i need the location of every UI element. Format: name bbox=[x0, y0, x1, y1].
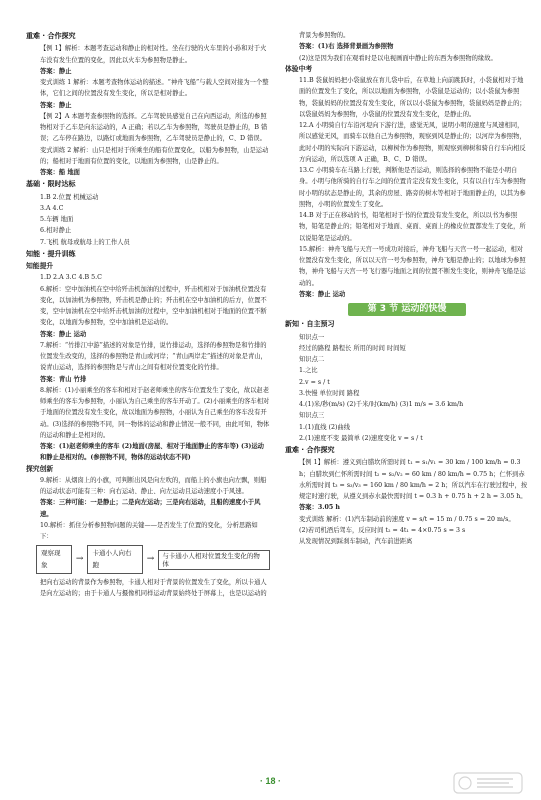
left-column bbox=[26, 30, 270, 599]
paragraph: 11.B 袋鼠妈妈把小袋鼠放在育儿袋中后，在草地上向前跳跃时，小袋鼠相对于地面的位置发生了变化，所以以地面为参照物，小袋鼠是运动的；以小袋鼠为参照物，袋鼠妈妈的位置没有发生变化，所以以小袋鼠为参照物，袋鼠妈妈是静止的；以袋鼠妈妈为参照物，小袋鼠的位置没有发生变化，是静止的。 bbox=[299, 77, 526, 118]
answer-line: 答案：船 地面 bbox=[40, 169, 80, 176]
paragraph: 3.快慢 单位时间 路程 bbox=[299, 389, 360, 397]
paragraph: 1.之比 bbox=[299, 367, 318, 375]
paragraph: 【例 1】解析：遵义到白腊坎所需时间 t₁ = s₁/v₁ = 30 km / 100 km/h = 0.3 h；白腊坎到仁怀所需时间 t₂ = s₂/v₂ = 60 km / 80 km/h = 0.75 h；仁怀到赤水所需时间 t₃ = s₃/v₃ = 160 km / 80 km/h = 2 h；所以汽车在行驶过程中，按规定时速行驶，从遵义到赤水最快需时间 t = 0.3 h + 0.75 h + 2 h = 3.05 h。 bbox=[299, 459, 528, 500]
section-title: 第 3 节 运动的快慢 bbox=[348, 303, 467, 316]
section-heading-text: 重难 · 合作探究 bbox=[285, 446, 335, 454]
paragraph: 把向右运动的背景作为参照物，卡通人相对于背景的位置发生了变化，所以卡通人是向左运动的；由于卡通人与摄像机同样运动背景始终处于屏幕上，也是以运动的 bbox=[40, 578, 267, 597]
right-column-part-a bbox=[285, 30, 529, 300]
paragraph: 知识点三 bbox=[299, 412, 325, 420]
paragraph: 经过的路程 路程长 所用的时间 时间短 bbox=[299, 344, 406, 352]
paragraph: 12.A 小明骑自行车沿河堤向下游行进，感觉无风，说明小明的速度与风速相同，所以感觉无风，而骑车以他自己为参照物，观察到风是静止的；以河岸为参照物，此时小明的实际向下游运动，以柳树作为参照物，则观察到柳树和骑自行车向相反方向运动，所以选项 A 正确，B、C、D 错误。 bbox=[299, 122, 526, 163]
arrow-right-icon: → bbox=[75, 553, 84, 564]
section-heading-text: 探究创新 bbox=[26, 464, 54, 473]
page-number: · 18 · bbox=[259, 776, 281, 786]
paragraph: 【例 2】A 本题考查参照物的选择。乙车驾驶员感觉自己在向西运动，所选的参照物相对于乙车是向东运动的，A 正确；若以乙车为参照物，驾驶员是静止的，B 错误；乙车停在路边，以路灯或地面为参照物，乙车驾驶员是静止的，C、D 错误。 bbox=[40, 112, 268, 143]
answer-line: 答案：(1)赵老师乘坐的客车 (2)地面(房屋、相对于地面静止的客车等) (3)运动和静止是相对的。(参照物不同，物体的运动状态不同) bbox=[40, 443, 264, 462]
watermark-logo bbox=[453, 772, 523, 794]
flow-box-cartoon: 卡通小人向右跑 bbox=[87, 545, 142, 574]
answer-line: 答案：(1)右 选择背景画为参照物 bbox=[299, 43, 394, 51]
paragraph: 7.飞机 航母或航母上的工作人员 bbox=[40, 238, 130, 246]
paragraph: 2.v = s / t bbox=[299, 378, 330, 386]
paragraph: 6.解析：空中加油机在空中给歼击机加油的过程中，歼击机相对于加油机位置没有变化，以加油机为参照物，歼击机是静止的；歼击机在空中加油机的后方，位置不变，空中加油机在空中给歼击机加油的过程中，空中加油机相对于地面的位置不断变化，以地面为参照物，空中加油机是运动的。 bbox=[40, 285, 267, 327]
answer-line: 答案：静止 运动 bbox=[299, 290, 346, 298]
answer-line: 答案：三种可能：一是静止；二是向左运动；三是向右运动，且船的速度小于风速。 bbox=[40, 499, 261, 518]
paragraph: 7.解析：“竹排江中游”描述的对象是竹排，说竹排运动，选择的参照物是和竹排的位置发生改变的，选择的参照物是青山或河岸；“青山两岸走”描述的对象是青山，说青山运动，选择的参照物是与青山之间有相对位置变化的竹排。 bbox=[40, 341, 267, 372]
paragraph: 从发现情况到踩刹车制动，汽车前进距离 bbox=[299, 538, 413, 545]
paragraph: 9.解析：从烟囱上的小旗，可判断出风是向左吹的，而船上的小旗也向左飘，则船的运动状态可能有三种：向右运动、静止、向左运动且运动速度小于风速。 bbox=[40, 476, 267, 495]
paragraph: 6.相对静止 bbox=[40, 227, 72, 235]
section-heading-text: 知能提升 bbox=[26, 262, 54, 270]
paragraph: (2)这是因为我们在观看时是以电视画面中静止的东西为参照物的缘故。 bbox=[299, 54, 497, 62]
right-column bbox=[285, 30, 529, 547]
paragraph: 知识点二 bbox=[299, 356, 325, 363]
answer-line: 答案：青山 竹排 bbox=[40, 375, 87, 383]
paragraph: 13.C 小明骑车在马路上行驶，判断他是否运动，则选择的参照物不能是小明自身。小明与他所骑的自行车之间的位置肯定没有发生变化，只有以自行车为参照物时小明的状态是静止的，其余的房屋、路旁的树木等相对于地面静止的，以其为参照物，小明的位置发生了变化。 bbox=[299, 167, 526, 208]
paragraph: 背景为参照物的。 bbox=[299, 32, 350, 39]
right-column-part-b bbox=[285, 319, 529, 547]
section-heading-text: 知能 · 提升训练 bbox=[26, 249, 76, 258]
paragraph: 5.车辆 地面 bbox=[40, 216, 74, 223]
paragraph: 14.B 对于正在移动的书，铅笔相对于书的位置没有发生变化，所以以书为参照物，铅笔是静止的；铅笔相对于地面、桌面、桌面上的橡皮位置都发生了变化，所以说铅笔是运动的。 bbox=[299, 212, 526, 242]
paragraph: 变式训练 解析：(1)汽车制动前的速度 v = s/t = 15 m / 0.75 s = 20 m/s。 bbox=[299, 515, 515, 523]
paragraph: 1.(1)直线 (2)曲线 bbox=[299, 423, 351, 431]
section-heading-text: 基础 · 限时达标 bbox=[26, 180, 76, 189]
paragraph: 4.(1)米/秒(m/s) (2)千米/时(km/h) (3)1 m/s = 3.6 km/h bbox=[299, 401, 464, 408]
section-heading bbox=[285, 303, 529, 316]
paragraph: 1.D 2.A 3.C 4.B 5.C bbox=[40, 274, 102, 282]
answer-line: 答案：静止 bbox=[40, 67, 72, 75]
paragraph: 【例 1】解析：本题考查运动和静止的相对性。坐在行驶的火车里的小孙和对于火车没有发生位置的变化，因此以火车为参照物是静止。 bbox=[40, 45, 267, 64]
answer-line: 答案：静止 bbox=[40, 101, 72, 109]
flow-box-reference: 与卡通小人相对位置发生变化的物体 bbox=[158, 550, 270, 570]
section-heading-text: 体验中考 bbox=[285, 64, 313, 73]
paragraph: 8.解析：(1)小丽乘坐的客车和相对于赵老师乘坐的客车位置发生了变化，故以赵老师乘坐的客车为参照物，小丽认为自己乘坐的客车开动了。(2)小丽乘坐的客车相对于地面的位置没有发生变化，故以地面为参照物，小丽认为自己乘坐的客车没有开动。(3)选择的参照物不同，同一物体的运动和静止情况一般不同，由此可知，物体的运动和静止是相对的。 bbox=[40, 386, 270, 439]
paragraph: 10.解析：抓住分析参照物问题的关键——是否发生了位置的变化，分析思路如下： bbox=[40, 521, 258, 540]
answer-line: 答案：静止 运动 bbox=[40, 330, 87, 338]
paragraph: 1.B 2.位置 机械运动 bbox=[40, 193, 99, 201]
paragraph: 变式训练 2 解析：山只是相对于所乘坐的船有位置变化，以船为参照物，山是运动的；船相对于地面有位置的变化，以地面为参照物，山是静止的。 bbox=[40, 146, 269, 165]
paragraph: 知识点一 bbox=[299, 333, 325, 341]
arrow-right-icon: → bbox=[146, 553, 155, 564]
answer-line: 答案：3.05 h bbox=[299, 504, 340, 512]
paragraph: 15.解析：神舟飞船与天宫一号成功对接后，神舟飞船与天宫一号一起运动，相对位置没有发生变化，所以以天宫一号为参照物，神舟飞船是静止的；以地球为参照物，神舟飞船与天宫一号飞行器与地面之间的位置不断发生变化，则神舟飞船是运动的。 bbox=[299, 245, 526, 287]
paragraph: 2.(1)速度不变 最简单 (2)速度变化 v = s / t bbox=[299, 434, 423, 442]
flow-box-observe: 观察现象 bbox=[36, 545, 72, 574]
analysis-flowchart bbox=[36, 545, 270, 574]
paragraph: 3.A 4.C bbox=[40, 204, 64, 212]
paragraph: 变式训练 1 解析：本题考查物体运动的描述。“神舟飞船”与载人空间对接为一个整体，它们之间的位置没有发生变化，所以是相对静止。 bbox=[40, 79, 269, 98]
paragraph: (2)若司机酒后驾车，反应时间 t₂ = 4t₁ = 4×0.75 s = 3 s bbox=[299, 526, 466, 534]
section-heading-text: 重难 · 合作探究 bbox=[26, 32, 76, 40]
section-heading-text: 新知 · 自主预习 bbox=[285, 320, 335, 329]
